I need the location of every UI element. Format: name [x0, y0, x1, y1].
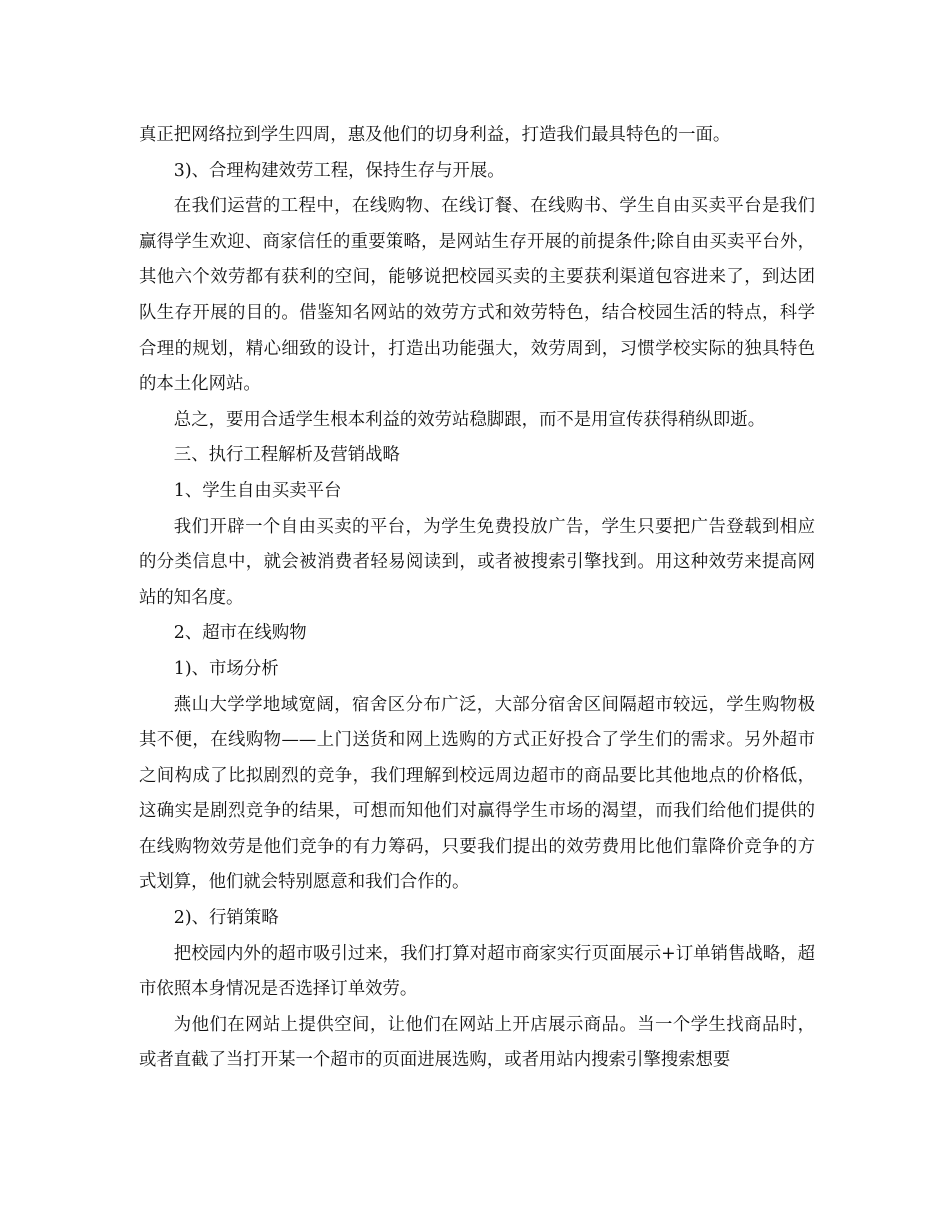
paragraph-3: 在我们运营的工程中，在线购物、在线订餐、在线购书、学生自由买卖平台是我们赢得学生欢迎、商家信任的重要策略，是网站生存开展的前提条件;除自由买卖平台外，其他六个效劳都有获利的空间，能够说把校园买卖的主要获利渠道包容进来了，到达团队生存开展的目的。借鉴知名网站的效劳方式和效劳特色，结合校园生活的特点，科学合理的规划，精心细致的设计，打造出功能强大，效劳周到，习惯学校实际的独具特色的本土化网站。: [139, 196, 815, 395]
document-body: [139, 118, 815, 1079]
paragraph-2: 3)、合理构建效劳工程，保持生存与开展。: [173, 160, 505, 181]
paragraph-13: 为他们在网站上提供空间，让他们在网站上开店展示商品。当一个学生找商品时，或者直截了当打开某一个超市的页面进展选购，或者用站内搜索引擎搜索想要: [139, 1014, 815, 1071]
sub-subsection-heading-marketing-strategy: 2)、行销策略: [173, 908, 279, 929]
subsection-heading-2: 2、超市在线购物: [173, 623, 307, 644]
sub-subsection-heading-market-analysis: 1)、市场分析: [173, 658, 279, 679]
paragraph-10: 燕山大学学地域宽阔，宿舍区分布广泛，大部分宿舍区间隔超市较远，学生购物极其不便，在线购物——上门送货和网上选购的方式正好投合了学生们的需求。另外超市之间构成了比拟剧烈的竞争，我们理解到校远周边超市的商品要比其他地点的价格低，这确实是剧烈竞争的结果，可想而知他们对赢得学生市场的渴望，而我们给他们提供的在线购物效劳是他们竞争的有力筹码，只要我们提出的效劳费用比他们靠降价竞争的方式划算，他们就会特别愿意和我们合作的。: [139, 694, 815, 893]
section-heading-3: 三、执行工程解析及营销战略: [173, 445, 400, 466]
paragraph-1: 真正把网络拉到学生四周，惠及他们的切身利益，打造我们最具特色的一面。: [139, 125, 731, 145]
paragraph-7: 我们开辟一个自由买卖的平台，为学生免费投放广告，学生只要把广告登载到相应的分类信息中，就会被消费者轻易阅读到，或者被搜索引擎找到。用这种效劳来提高网站的知名度。: [139, 516, 815, 608]
subsection-heading-1: 1、学生自由买卖平台: [173, 480, 342, 501]
paragraph-12: 把校园内外的超市吸引过来，我们打算对超市商家实行页面展示+订单销售战略，超市依照本身情况是否选择订单效劳。: [139, 943, 815, 1000]
paragraph-4: 总之，要用合适学生根本利益的效劳站稳脚跟，而不是用宣传获得稍纵即逝。: [173, 409, 766, 430]
